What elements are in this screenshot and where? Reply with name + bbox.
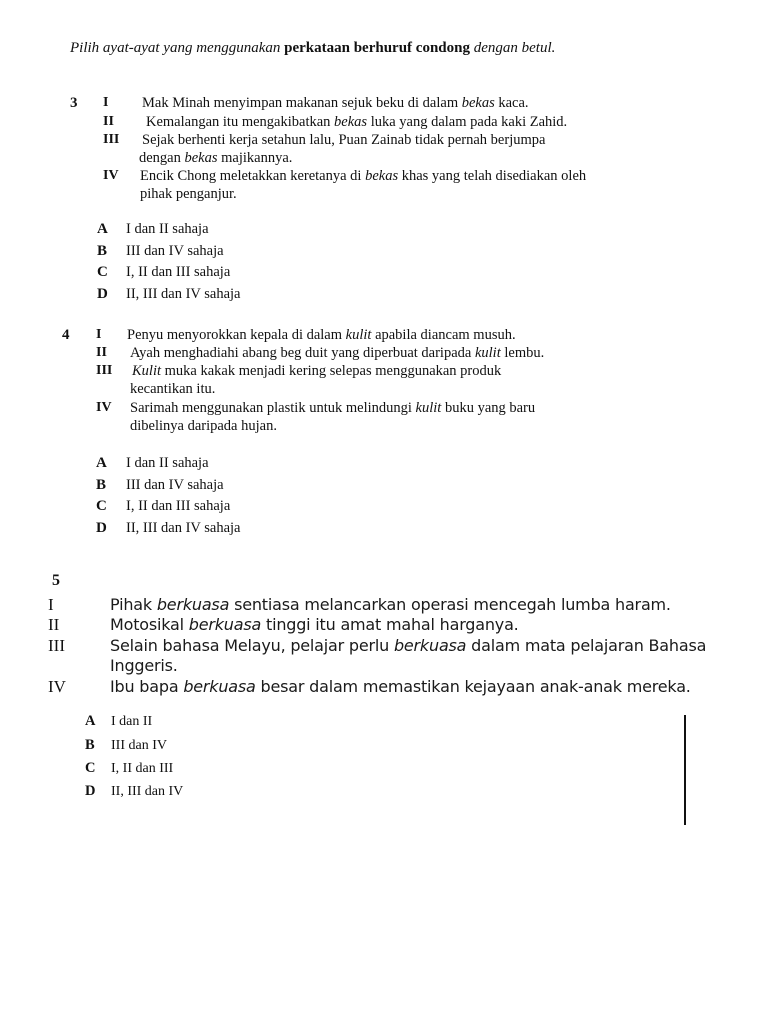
q3-ii-text: Kemalangan itu mengakibatkan bbox=[146, 114, 335, 130]
q5-option-d-text[interactable]: II, III dan IV bbox=[111, 784, 184, 799]
q3-ii-text-end: luka yang dalam pada kaki Zahid. bbox=[367, 114, 568, 130]
q3-option-b-letter[interactable]: B bbox=[97, 243, 108, 259]
q4-option-a-letter[interactable]: A bbox=[96, 455, 107, 471]
q4-statement-iv-cont: dibelinya daripada hujan. bbox=[130, 418, 277, 434]
q3-statement-iii bbox=[142, 132, 545, 149]
q4-option-a-text[interactable]: I dan II sahaja bbox=[126, 455, 209, 471]
q4-option-c-letter[interactable]: C bbox=[96, 498, 107, 514]
q5-iv-text: Ibu bapa bbox=[110, 677, 184, 696]
q3-option-a-letter[interactable]: A bbox=[97, 221, 108, 237]
q3-ii-italic-word: bekas bbox=[334, 114, 368, 130]
q4-ii-italic-word: kulit bbox=[474, 345, 501, 361]
q4-numeral-iv: IV bbox=[96, 400, 112, 415]
q5-numeral-ii: II bbox=[48, 615, 60, 634]
instruction-line bbox=[70, 40, 555, 57]
q3-statement-iv-cont: pihak penganjur. bbox=[140, 186, 237, 202]
q5-statement-ii bbox=[110, 615, 519, 634]
q5-option-c-letter[interactable]: C bbox=[85, 760, 96, 776]
q3-statement-i bbox=[142, 95, 529, 112]
q4-numeral-ii: II bbox=[96, 345, 107, 360]
q4-numeral-iii: III bbox=[96, 363, 113, 378]
q3-iv-italic-word: bekas bbox=[365, 168, 399, 184]
q5-iii-italic-word: berkuasa bbox=[393, 636, 467, 655]
q3-option-c-letter[interactable]: C bbox=[97, 264, 108, 280]
q4-numeral-i: I bbox=[96, 327, 102, 342]
q4-statement-iv bbox=[130, 400, 535, 417]
q3-iii-italic-word: bekas bbox=[184, 150, 218, 166]
instruction-part1: Pilih ayat-ayat yang menggunakan bbox=[70, 40, 281, 56]
q5-i-italic-word: berkuasa bbox=[156, 595, 230, 614]
q3-i-text: Mak Minah menyimpan makanan sejuk beku di dalam bbox=[142, 95, 462, 111]
q5-numeral-i: I bbox=[48, 595, 54, 614]
q5-option-b-letter[interactable]: B bbox=[85, 737, 95, 753]
q3-iii-cont-end: majikannya. bbox=[217, 150, 293, 166]
q3-i-italic-word: bekas bbox=[461, 95, 495, 111]
q4-iv-text-end: buku yang baru bbox=[441, 400, 536, 416]
q4-option-b-letter[interactable]: B bbox=[96, 477, 107, 493]
q4-statement-iii bbox=[132, 363, 501, 380]
q3-option-d-text[interactable]: II, III dan IV sahaja bbox=[126, 286, 241, 302]
q4-iii-text-end: muka kakak menjadi kering selepas menggunakan produk bbox=[161, 363, 502, 379]
q5-numeral-iv: IV bbox=[48, 677, 66, 696]
q3-i-text-end: kaca. bbox=[494, 95, 529, 111]
margin-vertical-line bbox=[684, 715, 686, 825]
q5-i-text: Pihak bbox=[110, 595, 157, 614]
question-4-number: 4 bbox=[62, 327, 70, 343]
q5-ii-text-end: tinggi itu amat mahal harganya. bbox=[261, 615, 519, 634]
q5-iv-text-end: besar dalam memastikan kejayaan anak-anak mereka. bbox=[255, 677, 691, 696]
q5-option-d-letter[interactable]: D bbox=[85, 783, 96, 799]
q3-iv-text: Encik Chong meletakkan keretanya di bbox=[140, 168, 366, 184]
q5-statement-iv bbox=[110, 677, 691, 696]
q4-option-d-letter[interactable]: D bbox=[96, 520, 107, 536]
instruction-emphasis: perkataan berhuruf condong bbox=[284, 40, 470, 56]
q5-option-b-text[interactable]: III dan IV bbox=[111, 738, 167, 753]
q3-statement-iii-cont bbox=[139, 150, 292, 167]
q4-ii-text: Ayah menghadiahi abang beg duit yang diperbuat daripada bbox=[130, 345, 475, 361]
q5-option-a-letter[interactable]: A bbox=[85, 713, 96, 729]
q5-option-c-text[interactable]: I, II dan III bbox=[111, 761, 174, 776]
q4-option-d-text[interactable]: II, III dan IV sahaja bbox=[126, 520, 241, 536]
q3-option-b-text[interactable]: III dan IV sahaja bbox=[126, 243, 224, 259]
q4-iii-italic-word: Kulit bbox=[132, 363, 162, 379]
q5-ii-text: Motosikal bbox=[110, 615, 189, 634]
q5-iv-italic-word: berkuasa bbox=[183, 677, 256, 696]
q4-option-b-text[interactable]: III dan IV sahaja bbox=[126, 477, 224, 493]
q5-option-a-text[interactable]: I dan II bbox=[111, 714, 153, 729]
q4-iv-italic-word: kulit bbox=[415, 400, 442, 416]
q4-statement-iii-cont: kecantikan itu. bbox=[130, 381, 216, 397]
q3-numeral-i: I bbox=[103, 95, 109, 110]
q3-option-d-letter[interactable]: D bbox=[97, 286, 108, 302]
q5-statement-iii-cont: Inggeris. bbox=[110, 656, 178, 675]
q4-ii-text-end: lembu. bbox=[500, 345, 545, 361]
instruction-part3: dengan betul. bbox=[473, 40, 556, 56]
q3-option-c-text[interactable]: I, II dan III sahaja bbox=[126, 264, 231, 280]
q3-iii-cont-text: dengan bbox=[139, 150, 185, 166]
q5-iii-text-end: dalam mata pelajaran Bahasa bbox=[466, 636, 707, 655]
q4-statement-ii bbox=[130, 345, 544, 362]
q3-option-a-text[interactable]: I dan II sahaja bbox=[126, 221, 209, 237]
q5-i-text-end: sentiasa melancarkan operasi mencegah lumba haram. bbox=[229, 595, 671, 614]
q3-iii-text: Sejak berhenti kerja setahun lalu, Puan Zainab tidak pernah berjumpa bbox=[142, 132, 546, 148]
q3-numeral-iii: III bbox=[103, 132, 120, 147]
q4-i-text: Penyu menyorokkan kepala di dalam bbox=[127, 327, 346, 343]
q3-numeral-iv: IV bbox=[103, 168, 119, 183]
q5-numeral-iii: III bbox=[48, 636, 65, 655]
q4-i-text-end: apabila diancam musuh. bbox=[371, 327, 516, 343]
q4-i-italic-word: kulit bbox=[345, 327, 372, 343]
q5-statement-iii bbox=[110, 636, 706, 655]
q3-iv-text-end: khas yang telah disediakan oleh bbox=[398, 168, 587, 184]
q4-iv-text: Sarimah menggunakan plastik untuk melindungi bbox=[130, 400, 416, 416]
q3-numeral-ii: II bbox=[103, 114, 114, 129]
q4-statement-i bbox=[127, 327, 516, 344]
q3-statement-ii bbox=[146, 114, 567, 131]
q5-ii-italic-word: berkuasa bbox=[188, 615, 262, 634]
q5-statement-i bbox=[110, 595, 671, 614]
q5-iii-text: Selain bahasa Melayu, pelajar perlu bbox=[110, 636, 394, 655]
q4-option-c-text[interactable]: I, II dan III sahaja bbox=[126, 498, 231, 514]
question-5-number: 5 bbox=[52, 572, 60, 589]
q3-statement-iv bbox=[140, 168, 586, 185]
question-3-number: 3 bbox=[70, 95, 78, 111]
